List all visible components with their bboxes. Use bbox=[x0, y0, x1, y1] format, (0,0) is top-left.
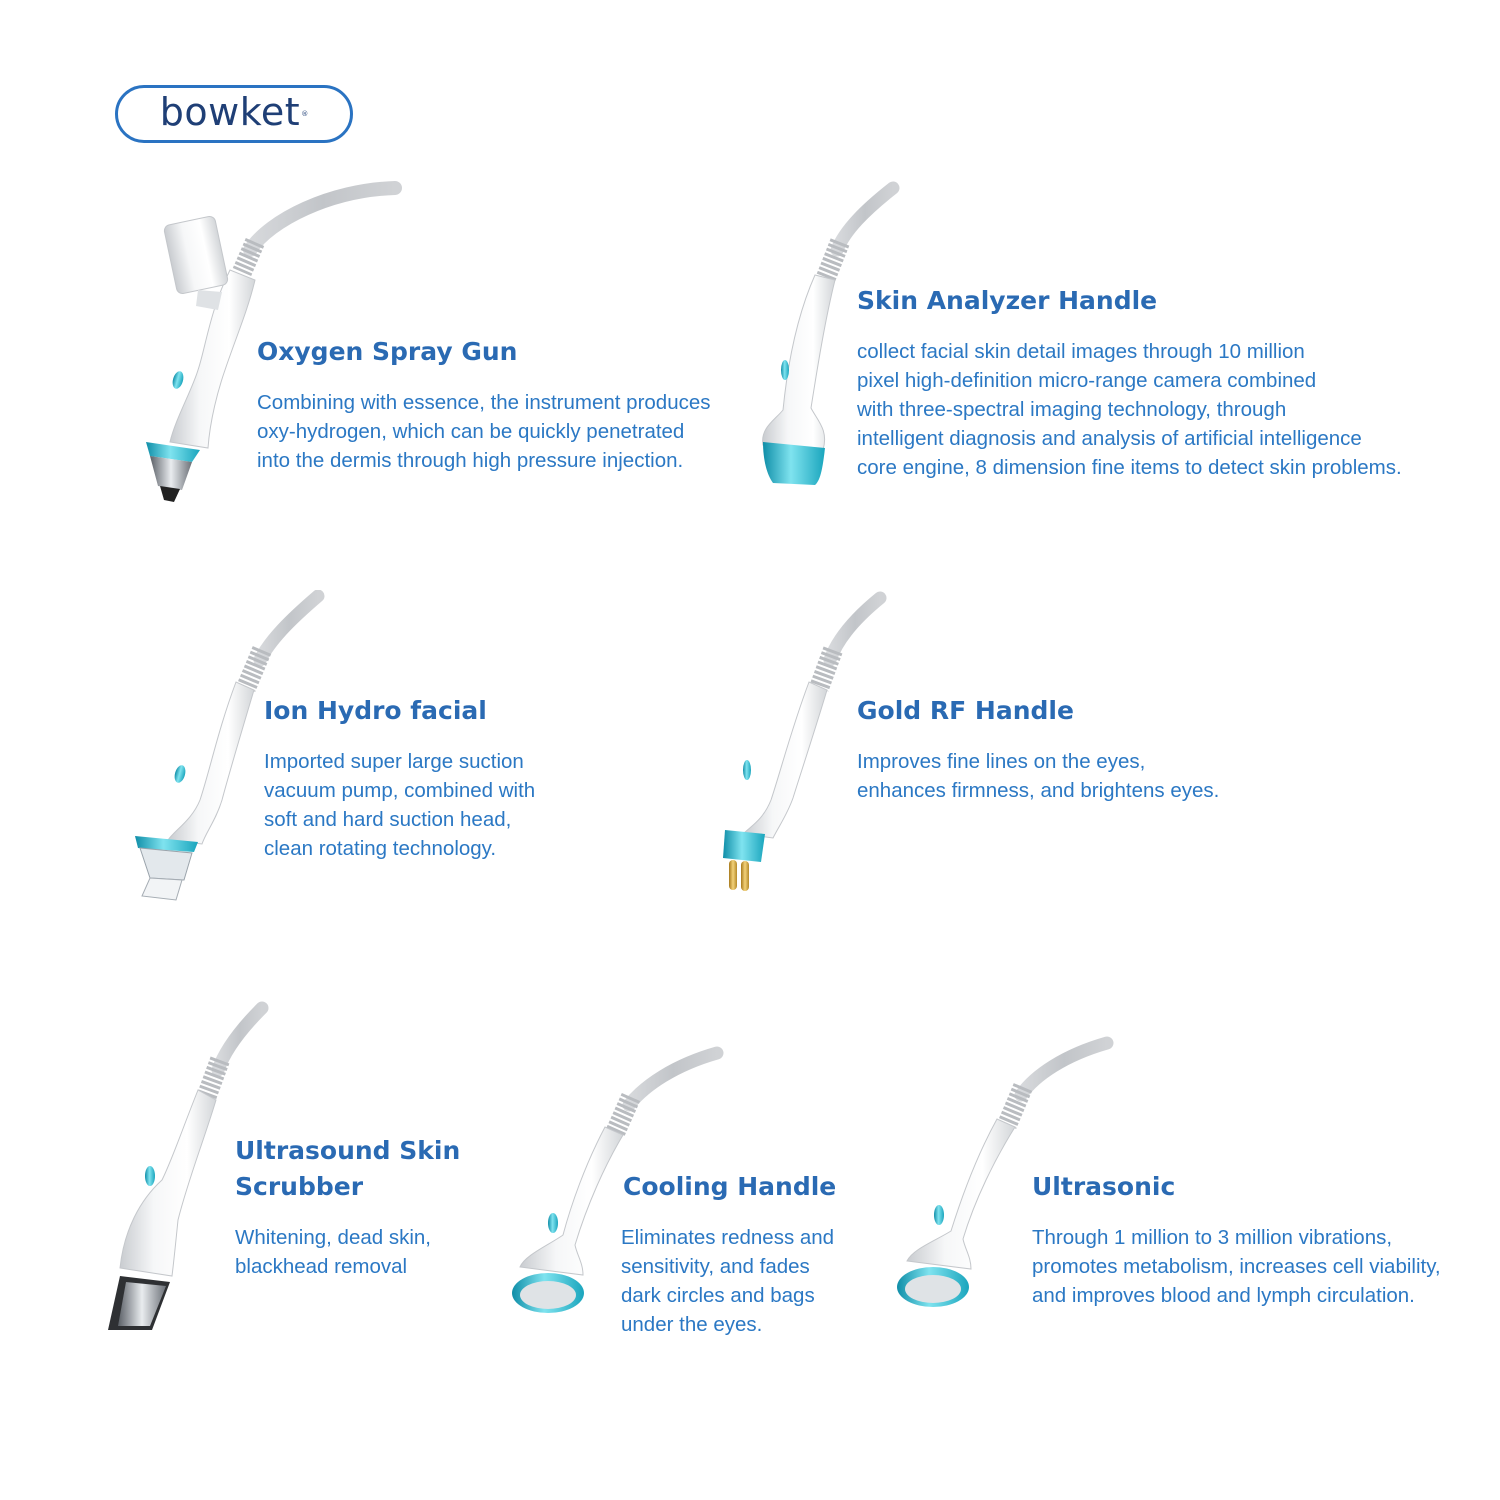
description-line: Improves fine lines on the eyes, bbox=[857, 750, 1146, 773]
ultrasonic-description bbox=[1032, 1223, 1441, 1310]
description-line: promotes metabolism, increases cell viability, bbox=[1032, 1255, 1441, 1278]
ion-hydro-facial-description bbox=[264, 747, 535, 863]
oxygen-spray-gun-title: Oxygen Spray Gun bbox=[257, 337, 518, 366]
description-line: clean rotating technology. bbox=[264, 837, 497, 860]
title-line: Scrubber bbox=[235, 1172, 364, 1201]
description-line: into the dermis through high pressure injection. bbox=[257, 449, 684, 472]
description-line: with three-spectral imaging technology, through bbox=[857, 398, 1287, 421]
description-line: enhances firmness, and brightens eyes. bbox=[857, 779, 1220, 802]
ultrasound-skin-scrubber-title bbox=[235, 1133, 460, 1205]
ultrasonic-title: Ultrasonic bbox=[1032, 1172, 1176, 1201]
ion-hydro-facial-title: Ion Hydro facial bbox=[264, 696, 487, 725]
description-line: under the eyes. bbox=[621, 1313, 763, 1336]
cooling-handle-title: Cooling Handle bbox=[623, 1172, 837, 1201]
description-line: Through 1 million to 3 million vibrations, bbox=[1032, 1226, 1393, 1249]
description-line: pixel high-definition micro-range camera combined bbox=[857, 369, 1317, 392]
logo-text: bowket bbox=[159, 90, 301, 134]
description-line: dark circles and bags bbox=[621, 1284, 815, 1307]
gold-rf-handle-image bbox=[715, 590, 895, 900]
skin-analyzer-description bbox=[857, 337, 1402, 482]
cooling-handle-description bbox=[621, 1223, 834, 1339]
oxygen-spray-gun-description bbox=[257, 388, 711, 475]
description-line: soft and hard suction head, bbox=[264, 808, 512, 831]
description-line: core engine, 8 dimension fine items to detect skin problems. bbox=[857, 456, 1402, 479]
description-line: Whitening, dead skin, bbox=[235, 1226, 432, 1249]
bowket-logo bbox=[115, 85, 353, 143]
description-line: intelligent diagnosis and analysis of artificial intelligence bbox=[857, 427, 1362, 450]
description-line: blackhead removal bbox=[235, 1255, 408, 1278]
description-line: vacuum pump, combined with bbox=[264, 779, 536, 802]
registered-mark: ® bbox=[301, 110, 309, 118]
ultrasound-skin-scrubber-description bbox=[235, 1223, 431, 1281]
description-line: oxy-hydrogen, which can be quickly penetrated bbox=[257, 420, 685, 443]
description-line: Combining with essence, the instrument produces bbox=[257, 391, 711, 414]
gold-rf-title: Gold RF Handle bbox=[857, 696, 1074, 725]
description-line: and improves blood and lymph circulation. bbox=[1032, 1284, 1415, 1307]
description-line: Eliminates redness and bbox=[621, 1226, 835, 1249]
description-line: sensitivity, and fades bbox=[621, 1255, 810, 1278]
skin-analyzer-title: Skin Analyzer Handle bbox=[857, 286, 1158, 315]
title-line: Ultrasound Skin bbox=[235, 1136, 461, 1165]
description-line: Imported super large suction bbox=[264, 750, 524, 773]
gold-rf-description bbox=[857, 747, 1219, 805]
description-line: collect facial skin detail images through 10 million bbox=[857, 340, 1305, 363]
